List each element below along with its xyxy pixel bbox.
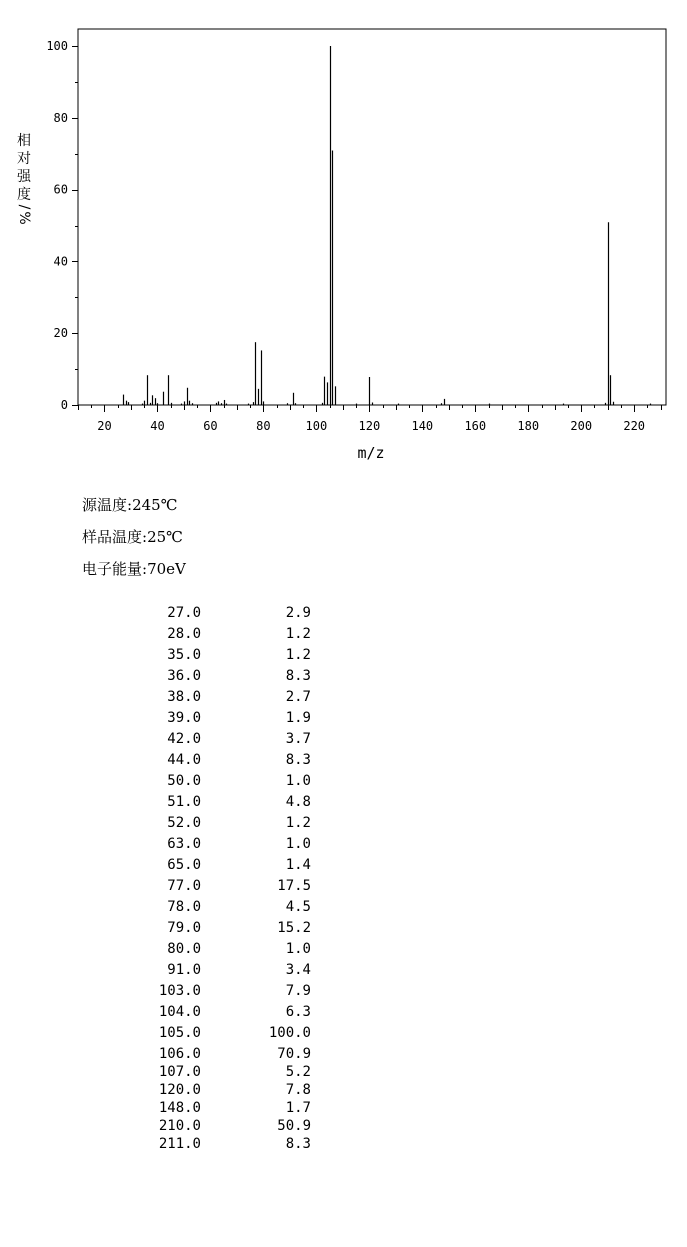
peak-intensity: 7.9 (285, 983, 311, 999)
peak-table-row (140, 1116, 311, 1134)
y-tick-label: 80 (53, 110, 68, 125)
peak-table-row (140, 729, 311, 750)
peak-intensity: 15.2 (277, 920, 311, 936)
peak-intensity: 1.4 (285, 857, 311, 873)
x-axis-ticks (79, 405, 662, 433)
peak-table-row (140, 1080, 311, 1098)
peak-mz: 50.0 (167, 773, 201, 789)
peak-table-row (140, 1002, 311, 1023)
peak-mz: 35.0 (167, 647, 201, 663)
peak-intensity: 1.7 (285, 1100, 311, 1116)
y-axis-label (16, 132, 32, 225)
peak-mz: 91.0 (167, 962, 201, 978)
x-tick-label: 60 (203, 419, 218, 433)
source-temperature-label: 源温度: (82, 496, 133, 514)
x-tick-label: 220 (623, 419, 646, 433)
x-axis-label: m/z (357, 444, 385, 462)
peak-intensity: 1.2 (285, 647, 311, 663)
peak-mz: 77.0 (167, 878, 201, 894)
peak-mz: 38.0 (167, 689, 201, 705)
peak-table-row (140, 1062, 311, 1080)
sample-temperature-label: 样品温度: (82, 528, 148, 546)
x-tick-label: 180 (517, 419, 540, 433)
peak-intensity: 17.5 (277, 878, 311, 894)
peak-intensity: 6.3 (285, 1004, 311, 1020)
peak-intensity: 2.7 (285, 689, 311, 705)
peak-intensity: 8.3 (285, 668, 311, 684)
peak-intensity: 50.9 (277, 1118, 311, 1134)
peak-mz: 103.0 (158, 983, 201, 999)
peak-mz: 78.0 (167, 899, 201, 915)
spectrum-bars (124, 46, 651, 405)
peak-intensity: 8.3 (285, 752, 311, 768)
peak-mz: 39.0 (167, 710, 201, 726)
peak-mz: 28.0 (167, 626, 201, 642)
peak-intensity: 8.3 (285, 1136, 311, 1152)
y-axis-label-char: 相 (17, 133, 31, 149)
peak-table-row (140, 771, 311, 792)
peak-table-row (140, 939, 311, 960)
peak-table-row (140, 1023, 311, 1044)
x-tick-label: 80 (256, 419, 271, 433)
peak-mz: 120.0 (158, 1082, 201, 1098)
peak-mz: 65.0 (167, 857, 201, 873)
x-tick-label: 120 (358, 419, 381, 433)
peak-mz: 51.0 (167, 794, 201, 810)
mass-spectrum-chart (0, 0, 687, 470)
y-axis-label-char: % (16, 211, 32, 225)
peak-table (140, 603, 311, 1152)
peak-table-row (140, 1134, 311, 1152)
peak-mz: 210.0 (158, 1118, 201, 1134)
peak-mz: 211.0 (158, 1136, 201, 1152)
x-tick-label: 100 (305, 419, 328, 433)
peak-intensity: 1.0 (285, 836, 311, 852)
peak-table-row (140, 960, 311, 981)
peak-mz: 105.0 (158, 1025, 201, 1041)
peak-table-row (140, 792, 311, 813)
y-tick-label: 100 (46, 39, 68, 53)
peak-mz: 80.0 (167, 941, 201, 957)
peak-mz: 52.0 (167, 815, 201, 831)
peak-intensity: 7.8 (285, 1082, 311, 1098)
y-axis-label-char: 强 (17, 169, 31, 185)
x-tick-label: 20 (97, 419, 112, 433)
source-temperature (82, 494, 177, 515)
peak-table-row (140, 624, 311, 645)
y-axis-label-char: 度 (17, 187, 31, 203)
x-tick-label: 200 (570, 419, 593, 433)
peak-intensity: 1.9 (285, 710, 311, 726)
peak-intensity: 1.0 (285, 941, 311, 957)
peak-mz: 27.0 (167, 605, 201, 621)
plot-frame (78, 29, 666, 405)
peak-table-row (140, 1044, 311, 1062)
peak-table-row (140, 876, 311, 897)
electron-energy (82, 558, 186, 579)
peak-table-row (140, 666, 311, 687)
y-tick-label: 20 (53, 326, 68, 341)
peak-intensity: 1.0 (285, 773, 311, 789)
sample-temperature-value: 25℃ (147, 528, 183, 546)
peak-mz: 44.0 (167, 752, 201, 768)
peak-table-row (140, 708, 311, 729)
peak-intensity: 2.9 (285, 605, 311, 621)
peak-intensity: 70.9 (277, 1046, 311, 1062)
peak-mz: 107.0 (158, 1064, 201, 1080)
peak-intensity: 4.8 (285, 794, 311, 810)
peak-mz: 148.0 (158, 1100, 201, 1116)
x-tick-label: 40 (150, 419, 165, 433)
peak-table-row (140, 645, 311, 666)
peak-table-row (140, 1098, 311, 1116)
electron-energy-value: 70eV (147, 560, 186, 578)
peak-intensity: 1.2 (285, 815, 311, 831)
y-axis-ticks (46, 39, 78, 412)
peak-intensity: 3.7 (285, 731, 311, 747)
peak-mz: 79.0 (167, 920, 201, 936)
peak-mz: 63.0 (167, 836, 201, 852)
peak-intensity: 3.4 (285, 962, 311, 978)
y-tick-label: 40 (53, 254, 68, 269)
peak-mz: 36.0 (167, 668, 201, 684)
peak-table-row (140, 687, 311, 708)
electron-energy-label: 电子能量: (82, 560, 148, 578)
peak-table-row (140, 918, 311, 939)
y-axis-label-char: 对 (17, 151, 31, 167)
peak-mz: 42.0 (167, 731, 201, 747)
peak-mz: 106.0 (158, 1046, 201, 1062)
x-tick-label: 140 (411, 419, 434, 433)
peak-intensity: 5.2 (285, 1064, 311, 1080)
peak-table-row (140, 897, 311, 918)
peak-table-row (140, 603, 311, 624)
x-tick-label: 160 (464, 419, 487, 433)
peak-intensity: 100.0 (268, 1025, 311, 1041)
source-temperature-value: 245℃ (132, 496, 178, 514)
peak-table-row (140, 834, 311, 855)
peak-table-row (140, 750, 311, 771)
peak-intensity: 1.2 (285, 626, 311, 642)
peak-table-row (140, 981, 311, 1002)
y-tick-label: 60 (53, 182, 68, 197)
peak-table-row (140, 813, 311, 834)
y-tick-label: 0 (60, 398, 68, 412)
peak-intensity: 4.5 (285, 899, 311, 915)
peak-mz: 104.0 (158, 1004, 201, 1020)
sample-temperature (82, 526, 183, 547)
peak-table-row (140, 855, 311, 876)
y-axis-label-char: / (16, 204, 32, 210)
